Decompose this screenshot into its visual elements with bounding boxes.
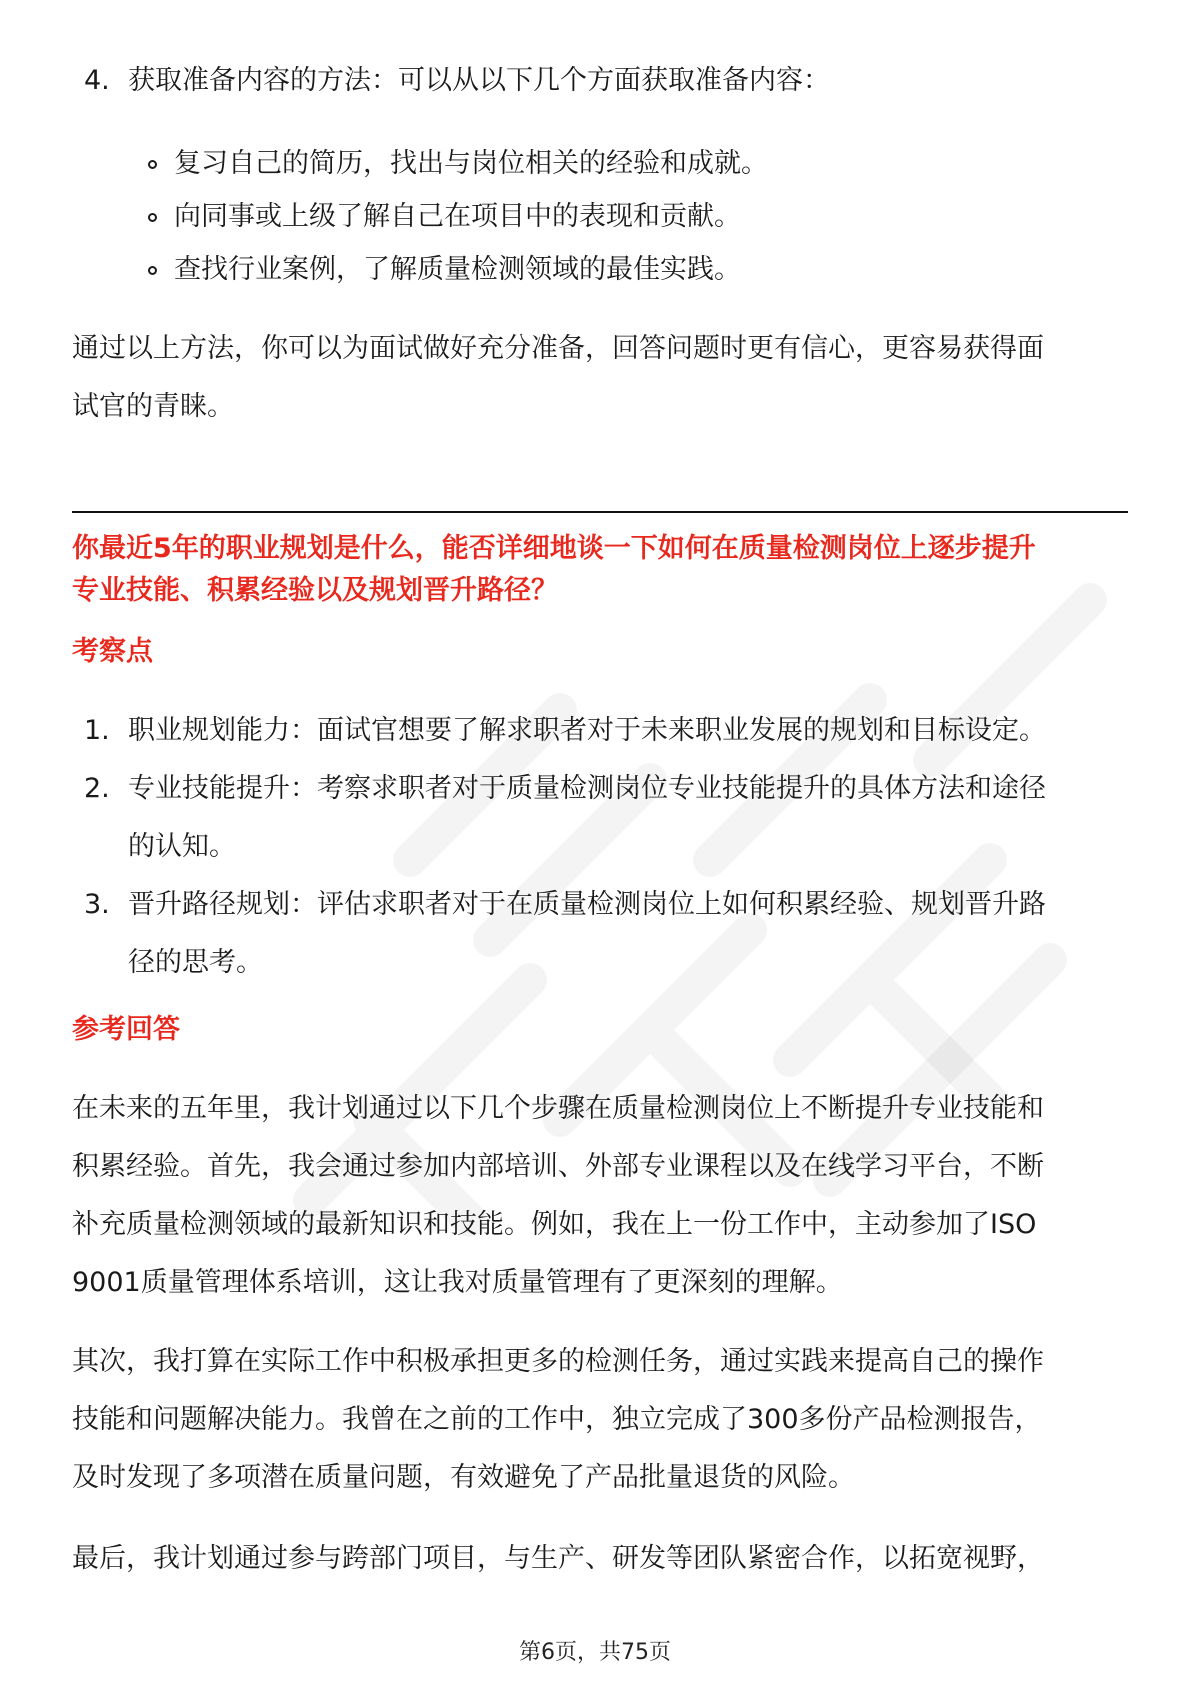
paragraph-line: 最后，我计划通过参与跨部门项目，与生产、研发等团队紧密合作，以拓宽视野， <box>72 1543 1044 1574</box>
summary-paragraph <box>72 320 1132 436</box>
bullet-circle-icon <box>148 266 157 275</box>
question-line: 你最近5年的职业规划是什么，能否详细地谈一下如何在质量检测岗位上逐步提升 <box>72 533 1036 564</box>
list-line: 专业技能提升：考察求职者对于质量检测岗位专业技能提升的具体方法和途径 <box>128 773 1046 804</box>
paragraph-line: 积累经验。首先，我会通过参加内部培训、外部专业课程以及在线学习平台，不断 <box>72 1151 1044 1182</box>
question-heading <box>72 528 1132 612</box>
list-number: 3. <box>84 889 110 920</box>
paragraph-line: 通过以上方法，你可以为面试做好充分准备，回答问题时更有信心，更容易获得面 <box>72 333 1044 364</box>
list-number: 4. <box>84 65 110 96</box>
bullet-text: 向同事或上级了解自己在项目中的表现和贡献。 <box>174 201 741 232</box>
section-heading-answer: 参考回答 <box>72 1014 180 1045</box>
answer-paragraph-3 <box>72 1530 1132 1588</box>
bullet-circle-icon <box>148 160 157 169</box>
answer-paragraph-1 <box>72 1080 1132 1312</box>
list-text <box>128 876 1124 992</box>
bullet-circle-icon <box>148 213 157 222</box>
paragraph-line: 其次，我打算在实际工作中积极承担更多的检测任务，通过实践来提高自己的操作 <box>72 1346 1044 1377</box>
paragraph-line: 试官的青睐。 <box>72 391 234 422</box>
list-line: 晋升路径规划：评估求职者对于在质量检测岗位上如何积累经验、规划晋升路 <box>128 889 1046 920</box>
list-line: 径的思考。 <box>128 947 263 978</box>
list-text <box>128 760 1124 876</box>
paragraph-line: 在未来的五年里，我计划通过以下几个步骤在质量检测岗位上不断提升专业技能和 <box>72 1093 1044 1124</box>
paragraph-line: 9001质量管理体系培训，这让我对质量管理有了更深刻的理解。 <box>72 1267 843 1298</box>
page-footer: 第6页，共75页 <box>519 1640 671 1665</box>
answer-paragraph-2 <box>72 1333 1132 1507</box>
bullet-text: 查找行业案例，了解质量检测领域的最佳实践。 <box>174 254 741 285</box>
paragraph-line: 补充质量检测领域的最新知识和技能。例如，我在上一份工作中，主动参加了ISO <box>72 1209 1037 1240</box>
list-line: 职业规划能力：面试官想要了解求职者对于未来职业发展的规划和目标设定。 <box>128 715 1046 746</box>
list-text: 获取准备内容的方法：可以从以下几个方面获取准备内容： <box>128 65 830 96</box>
section-divider <box>72 511 1128 513</box>
list-number: 1. <box>84 715 110 746</box>
list-number: 2. <box>84 773 110 804</box>
list-line: 的认知。 <box>128 831 236 862</box>
list-text <box>128 702 1124 760</box>
question-line: 专业技能、积累经验以及规划晋升路径？ <box>72 575 558 606</box>
paragraph-line: 及时发现了多项潜在质量问题，有效避免了产品批量退货的风险。 <box>72 1462 855 1493</box>
paragraph-line: 技能和问题解决能力。我曾在之前的工作中，独立完成了300多份产品检测报告， <box>72 1404 1042 1435</box>
bullet-text: 复习自己的简历，找出与岗位相关的经验和成就。 <box>174 148 768 179</box>
section-heading-focus: 考察点 <box>72 636 153 667</box>
